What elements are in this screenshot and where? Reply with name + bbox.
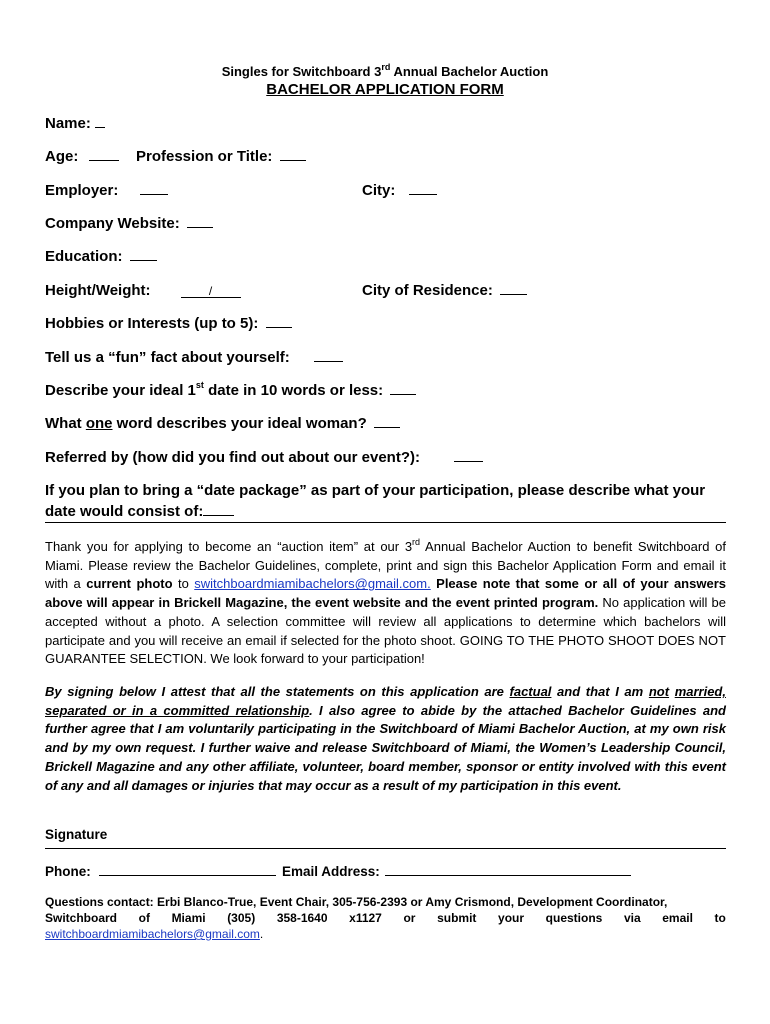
email-field[interactable] (282, 862, 631, 879)
signature-line[interactable] (45, 848, 726, 849)
age-blank[interactable] (89, 148, 119, 161)
company-website-label: Company Website: (45, 215, 180, 232)
company-website-blank[interactable] (187, 215, 213, 228)
email-label: Email Address: (282, 864, 380, 879)
email-blank[interactable] (385, 862, 631, 876)
phone-label: Phone: (45, 864, 91, 879)
city-blank[interactable] (409, 182, 437, 195)
height-weight-field[interactable] (45, 282, 241, 299)
signature-label: Signature (45, 827, 108, 842)
hobbies-blank[interactable] (266, 315, 292, 328)
fun-fact-label: Tell us a “fun” fact about yourself: (45, 349, 290, 366)
ideal-date-label-a: Describe your ideal 1 (45, 382, 196, 399)
profession-label: Profession or Title: (136, 148, 273, 165)
questions-contact: Questions contact: Erbi Blanco-True, Event Chair, 305-756-2393 or Amy Crismond, Development Coordinator, Switchboard of Miami (305) 358-1640 x1127 or submit your questions via email to switchboardmiamibachelors@gmail.com. (45, 895, 726, 941)
thank-you-paragraph: Thank you for applying to become an “auction item” at our 3rd Annual Bachelor Auction to benefit Switchboard of Miami. Please review the Bachelor Guidelines, complete, print and sign this Bachelor Application Form and email it with a current photo to switchboardmiamibachelors@gmail.com. Please note that some or all of your answers above will appear in Brickell Magazine, the event website and the event printed program. No application will be accepted without a photo. A selection committee will review all applications to determine which bachelors will participate and you will receive an email if selected for the photo shoot. GOING TO THE PHOTO SHOOT DOES NOT GUARANTEE SELECTION. We look forward to your participation! (45, 536, 726, 667)
education-blank[interactable] (130, 248, 157, 261)
name-field[interactable] (45, 115, 105, 132)
questions-word: to (714, 911, 726, 925)
referred-label: Referred by (how did you find out about our event?): (45, 449, 420, 466)
event-subtitle: Singles for Switchboard 3rd Annual Bachelor Auction (221, 61, 549, 79)
questions-word: your (498, 911, 525, 925)
questions-word: email (662, 911, 693, 925)
questions-line2 (45, 910, 726, 926)
city-field[interactable] (362, 182, 437, 199)
questions-word: or (403, 911, 416, 925)
phone-blank[interactable] (99, 862, 276, 876)
profession-blank[interactable] (280, 148, 306, 161)
employer-blank[interactable] (140, 182, 168, 195)
date-package-blank[interactable] (203, 503, 234, 516)
questions-word: submit (437, 911, 477, 925)
date-package-label: date would consist of: (45, 503, 204, 520)
city-label: City: (362, 182, 396, 199)
city-of-residence-label: City of Residence: (362, 282, 493, 299)
city-of-residence-blank[interactable] (500, 282, 527, 295)
questions-word: 358-1640 (276, 911, 328, 925)
age-label: Age: (45, 148, 79, 165)
hobbies-label: Hobbies or Interests (up to 5): (45, 315, 259, 332)
questions-word: (305) (227, 911, 256, 925)
ideal-date-label-b: date in 10 words or less: (203, 382, 384, 399)
age-field[interactable] (45, 148, 119, 165)
questions-email-link[interactable]: switchboardmiamibachelors@gmail.com (45, 927, 260, 941)
questions-word: via (623, 911, 641, 925)
city-of-residence-field[interactable] (362, 282, 527, 299)
one-word-blank[interactable] (374, 415, 400, 428)
attestation-paragraph: By signing below I attest that all the statements on this application are factual and that I am not married, separated or in a committed relationship. I also agree to abide by the attached Bachelor Guidelines and further agree that I am voluntarily participating in the Switchboard of Miami Bachelor Auction, at my own risk and by my own request. I further waive and release Switchboard of Miami, the Women’s Leadership Council, Brickell Magazine and any other affiliate, volunteer, board member, sponsor or entity involved with this event of any and all damages or injuries that may occur as a result of my participation in this event. (45, 684, 726, 793)
company-website-field[interactable] (45, 215, 213, 232)
employer-field[interactable] (45, 182, 168, 199)
bachelors-email-link[interactable]: switchboardmiamibachelors@gmail.com. (194, 576, 431, 592)
date-package-field[interactable] (45, 503, 234, 520)
height-weight-blank[interactable]: / (181, 285, 241, 298)
employer-label: Employer: (45, 182, 119, 199)
ideal-date-field[interactable]: Describe your ideal 1st date in 10 words or less: (45, 382, 416, 399)
education-label: Education: (45, 248, 123, 265)
questions-word: of (138, 911, 150, 925)
questions-word: x1127 (349, 911, 382, 925)
questions-word: Switchboard (45, 911, 118, 925)
date-package-line1: If you plan to bring a “date package” as part of your participation, please describe what your (45, 482, 706, 499)
divider-top (45, 522, 726, 523)
questions-line1: Questions contact: Erbi Blanco-True, Event Chair, 305-756-2393 or Amy Crismond, Development Coordinator, (45, 895, 668, 909)
questions-word: questions (545, 911, 603, 925)
hobbies-field[interactable] (45, 315, 292, 332)
name-label: Name: (45, 115, 91, 132)
questions-word: Miami (171, 911, 206, 925)
fun-fact-blank[interactable] (314, 349, 343, 362)
fun-fact-field[interactable] (45, 349, 343, 366)
referred-field[interactable] (45, 449, 483, 466)
name-blank[interactable] (95, 115, 105, 128)
profession-field[interactable] (136, 148, 306, 165)
education-field[interactable] (45, 248, 157, 265)
height-weight-label: Height/Weight: (45, 282, 151, 299)
phone-field[interactable] (45, 862, 276, 879)
ideal-date-blank[interactable] (390, 382, 416, 395)
referred-blank[interactable] (454, 449, 483, 462)
form-title: BACHELOR APPLICATION FORM (266, 81, 504, 98)
one-word-field[interactable]: What one word describes your ideal woman? (45, 415, 400, 432)
